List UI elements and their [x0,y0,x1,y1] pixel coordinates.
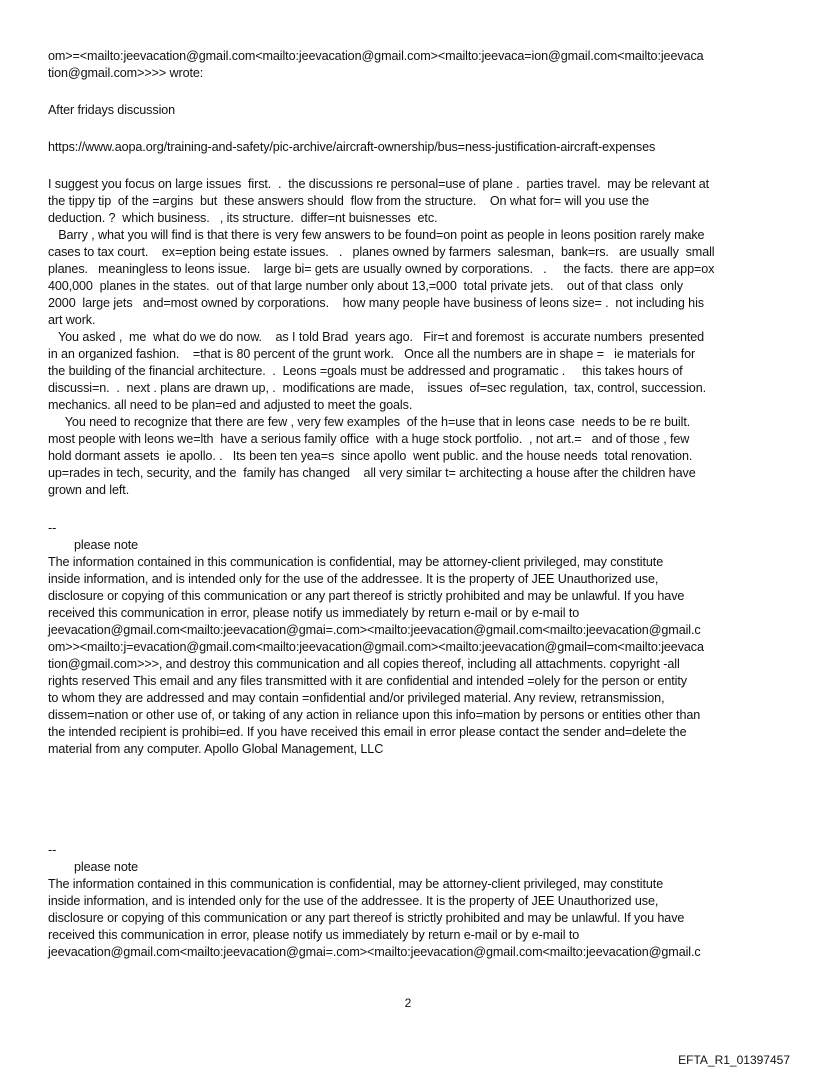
disclaimer-line: disclosure or copying of this communication or any part thereof is strictly prohibited and may be unlawful. If you have [48,589,685,603]
disclaimer-line: the intended recipient is prohibi=ed. If you have received this email in error please contact the sender and=delete the [48,725,687,739]
disclaimer-line: tion@gmail.com>>>, and destroy this communication and all copies thereof, including all attachments. copyright -all [48,657,680,671]
body-line: Barry , what you will find is that there is very few answers to be found=on point as people in leons position rarely make [48,228,705,242]
disclaimer-line: dissem=nation or other use of, or taking of any action in reliance upon this info=mation by persons or entities other than [48,708,701,722]
disclaimer-line: The information contained in this communication is confidential, may be attorney-client privileged, may constitute [48,877,664,891]
body-line: deduction. ? which business. , its structure. differ=nt buisnesses etc. [48,211,438,225]
body-line: up=rades in tech, security, and the family has changed all very similar t= architecting a house after the children have [48,466,696,480]
body-line: I suggest you focus on large issues first. . the discussions re personal=use of plane . parties travel. may be relevant at [48,177,710,191]
disclaimer-line: om>><mailto:j=evacation@gmail.com<mailto:jeevacation@gmail.com><mailto:jeevacation@gmail=com<mailto:jeevaca [48,640,704,654]
body-line: mechanics. all need to be plan=ed and adjusted to meet the goals. [48,398,413,412]
disclaimer-line: rights reserved This email and any files transmitted with it are confidential and intended =olely for the person or entity [48,674,687,688]
body-line: grown and left. [48,483,130,497]
greeting: After fridays discussion [48,103,176,117]
aopa-link[interactable]: https://www.aopa.org/training-and-safety/pic-archive/aircraft-ownership/bus=ness-justification-aircraft-expenses [48,140,656,154]
body-line: art work. [48,313,96,327]
header-line: tion@gmail.com>>>> wrote: [48,66,204,80]
body-line: the building of the financial architecture. . Leons =goals must be addressed and programatic . this takes hours of [48,364,683,378]
body-line: the tippy tip of the =argins but these answers should flow from the structure. On what for= will you use the [48,194,650,208]
body-line: 2000 large jets and=most owned by corporations. how many people have business of leons size= . not including his [48,296,704,310]
body-line: in an organized fashion. =that is 80 percent of the grunt work. Once all the numbers are in shape = ie materials for [48,347,696,361]
signature-separator: -- [48,521,57,535]
body-line: You asked , me what do we do now. as I told Brad years ago. Fir=t and foremost is accurate numbers presented [48,330,705,344]
disclaimer-line: disclosure or copying of this communication or any part thereof is strictly prohibited and may be unlawful. If you have [48,911,685,925]
body-line: hold dormant assets ie apollo. . Its been ten yea=s since apollo went public. and the house needs total renovation. [48,449,693,463]
disclaimer-line: received this communication in error, please notify us immediately by return e-mail or by e-mail to [48,606,580,620]
disclaimer-line: to whom they are addressed and may contain =onfidential and/or privileged material. Any review, retransmission, [48,691,665,705]
disclaimer-line: inside information, and is intended only for the use of the addressee. It is the property of JEE Unauthorized use, [48,572,659,586]
notice-heading: please note [74,860,139,874]
disclaimer-line: inside information, and is intended only for the use of the addressee. It is the property of JEE Unauthorized use, [48,894,659,908]
body-line: planes. meaningless to leons issue. large bi= gets are usually owned by corporations. . the facts. there are app=ox [48,262,715,276]
disclaimer-line: jeevacation@gmail.com<mailto:jeevacation@gmai=.com><mailto:jeevacation@gmail.com<mailto:jeevacation@gmail.c [48,945,701,959]
disclaimer-line: jeevacation@gmail.com<mailto:jeevacation@gmai=.com><mailto:jeevacation@gmail.com<mailto:jeevacation@gmail.c [48,623,701,637]
disclaimer-line: received this communication in error, please notify us immediately by return e-mail or by e-mail to [48,928,580,942]
page-number: 2 [404,996,412,1010]
body-line: most people with leons we=lth have a serious family office with a huge stock portfolio. , not art.= and of those , few [48,432,690,446]
body-line: You need to recognize that there are few , very few examples of the h=use that in leons case needs to be re built. [48,415,691,429]
disclaimer-line: material from any computer. Apollo Global Management, LLC [48,742,384,756]
body-line: cases to tax court. ex=eption being estate issues. . planes owned by farmers salesman, bank=rs. are usually small [48,245,715,259]
body-line: discussi=n. . next . plans are drawn up, . modifications are made, issues of=sec regulation, tax, control, succession. [48,381,706,395]
notice-heading: please note [74,538,139,552]
bates-id: EFTA_R1_01397457 [678,1053,790,1067]
signature-separator: -- [48,843,57,857]
disclaimer-line: The information contained in this communication is confidential, may be attorney-client privileged, may constitute [48,555,664,569]
header-line: om>=<mailto:jeevacation@gmail.com<mailto:jeevacation@gmail.com><mailto:jeevaca=ion@gmail.com<mailto:jeevaca [48,49,704,63]
body-line: 400,000 planes in the states. out of that large number only about 13,=000 total private jets. out of that class only [48,279,683,293]
